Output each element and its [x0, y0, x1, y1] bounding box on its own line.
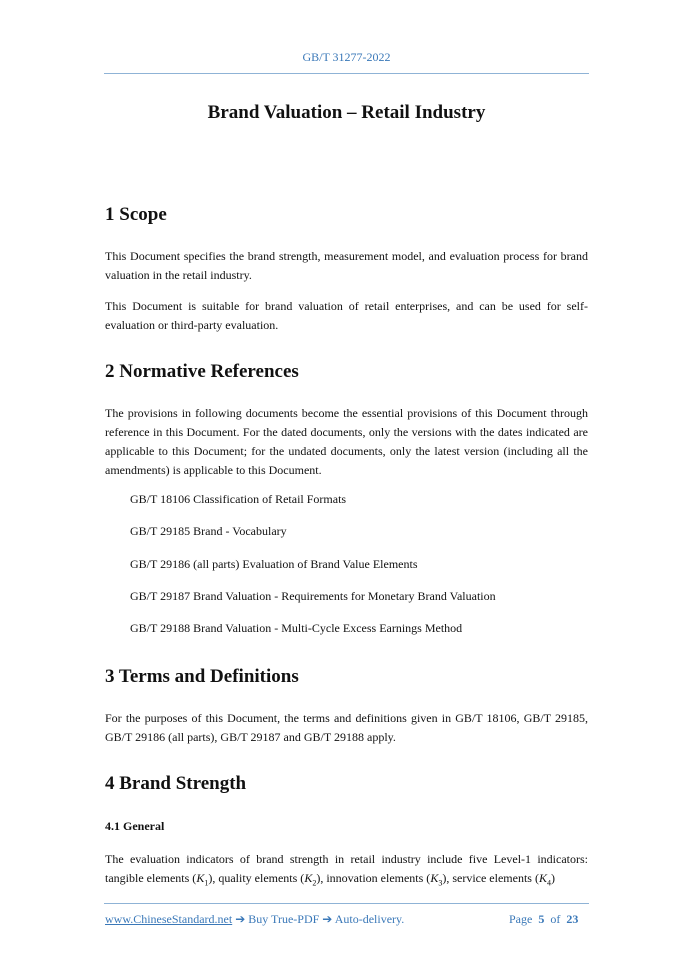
section-heading-normative-references: 2 Normative References	[105, 361, 299, 382]
site-link[interactable]: www.ChineseStandard.net	[105, 912, 233, 926]
arrow-right-icon: ➔	[322, 912, 333, 926]
reference-item: GB/T 29186 (all parts) Evaluation of Brand Value Elements	[130, 557, 418, 571]
header-standard-code: GB/T 31277-2022	[302, 50, 391, 64]
footer-divider	[104, 903, 589, 904]
subsection-heading-general: 4.1 General	[105, 819, 165, 833]
scope-paragraph-1: This Document specifies the brand strength, measurement model, and evaluation process for brand valuation in the retail industry.	[105, 249, 588, 282]
normative-paragraph: The provisions in following documents become the essential provisions of this Document through reference in this Document. For the dated documents, only the versions with the dates indicated are applicable to this Document; for the undated documents, only the latest version (including all the amendments) is applicable to this Document.	[105, 406, 588, 477]
total-pages: 23	[566, 912, 579, 926]
buy-true-pdf-link[interactable]: Buy True-PDF	[248, 912, 320, 926]
scope-paragraph-2: This Document is suitable for brand valuation of retail enterprises, and can be used for self-evaluation or third-party evaluation.	[105, 299, 588, 332]
section-heading-terms-definitions: 3 Terms and Definitions	[105, 666, 299, 687]
reference-item: GB/T 29185 Brand - Vocabulary	[130, 524, 287, 538]
footer-promo	[105, 912, 404, 927]
terms-paragraph: For the purposes of this Document, the terms and definitions given in GB/T 18106, GB/T 29185, GB/T 29186 (all parts), GB/T 29187 and GB/T 29188 apply.	[105, 711, 588, 744]
document-title: Brand Valuation – Retail Industry	[207, 102, 486, 123]
auto-delivery-text: Auto-delivery.	[334, 912, 405, 926]
arrow-right-icon: ➔	[235, 912, 246, 926]
reference-item: GB/T 29188 Brand Valuation - Multi-Cycle Excess Earnings Method	[130, 621, 463, 635]
reference-item: GB/T 29187 Brand Valuation - Requirements for Monetary Brand Valuation	[130, 589, 496, 603]
section-heading-brand-strength: 4 Brand Strength	[105, 773, 247, 794]
page-number: Page 5 of 23	[509, 912, 579, 926]
brand-strength-paragraph: The evaluation indicators of brand strength in retail industry include five Level-1 indicators: tangible elements $(K_1)$, quality elements $(K_2)$, innovation elements $(K_3)$, service elements $(K_4)$	[105, 852, 588, 888]
section-heading-scope: 1 Scope	[105, 204, 167, 225]
header-divider	[104, 73, 589, 74]
current-page: 5	[538, 912, 545, 926]
reference-item: GB/T 18106 Classification of Retail Formats	[130, 492, 347, 506]
